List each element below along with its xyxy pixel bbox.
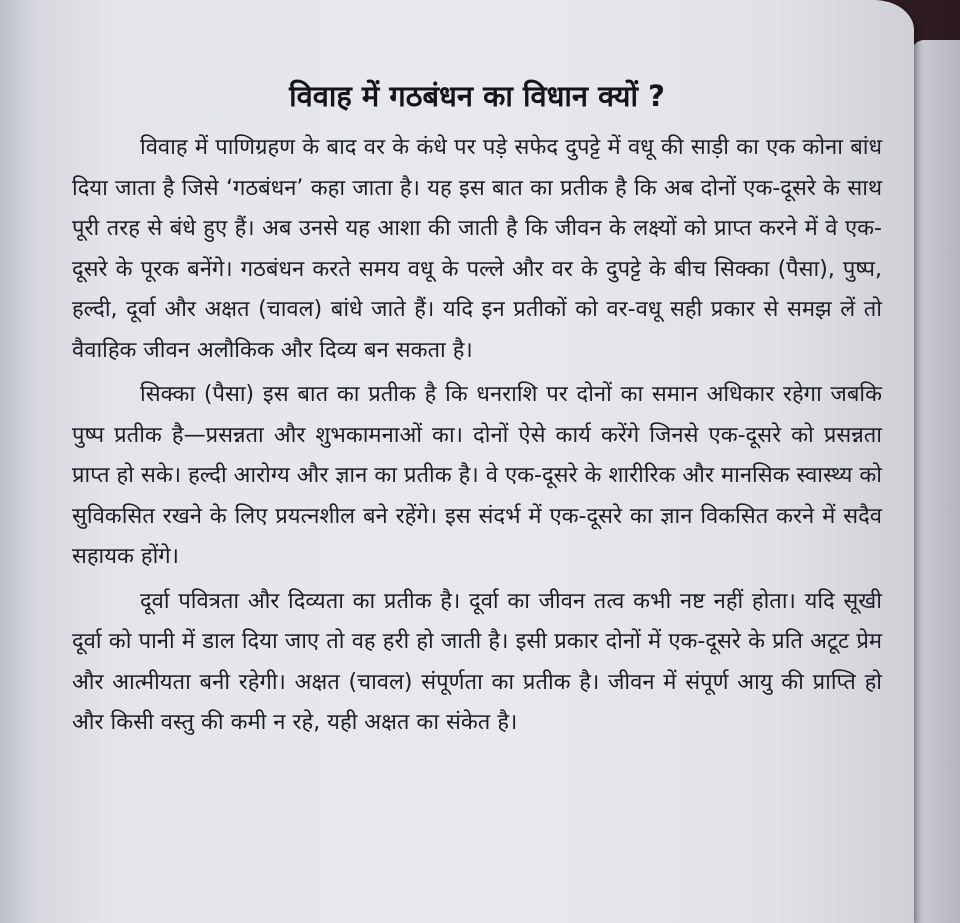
next-page-edge bbox=[906, 40, 960, 923]
page-content bbox=[72, 70, 882, 748]
page-title: विवाह में गठबंधन का विधान क्यों ? bbox=[289, 79, 665, 113]
paragraph-3: दूर्वा पवित्रता और दिव्यता का प्रतीक है। दूर्वा का जीवन तत्व कभी नष्ट नहीं होता। यदि सूखी दूर्वा को पानी में डाल दिया जाए तो वह हरी हो जाती है। इसी प्रकार दोनों में एक-दूसरे के प्रति अटूट प्रेम और आत्मीयता बनी रहेगी। अक्षत (चावल) संपूर्णता का प्रतीक है। जीवन में संपूर्ण आयु की प्राप्ति हो और किसी वस्तु की कमी न रहे, यही अक्षत का संकेत है। bbox=[72, 588, 882, 735]
paragraph-2: सिक्का (पैसा) इस बात का प्रतीक है कि धनराशि पर दोनों का समान अधिकार रहेगा जबकि पुष्प प्रतीक है—प्रसन्नता और शुभकामनाओं का। दोनों ऐसे कार्य करेंगे जिनसे एक-दूसरे को प्रसन्नता प्राप्त हो सके। हल्दी आरोग्य और ज्ञान का प्रतीक है। वे एक-दूसरे के शारीरिक और मानसिक स्वास्थ्य को सुविकसित रखने के लिए प्रयत्नशील बने रहेंगे। इस संदर्भ में एक-दूसरे का ज्ञान विकसित करने में सदैव सहायक होंगे। bbox=[72, 382, 882, 569]
paragraph-1: विवाह में पाणिग्रहण के बाद वर के कंधे पर पड़े सफेद दुपट्टे में वधू की साड़ी का एक कोना बांध दिया जाता है जिसे ‘गठबंधन’ कहा जाता है। यह इस बात का प्रतीक है कि अब दोनों एक-दूसरे के साथ पूरी तरह से बंधे हुए हैं। अब उनसे यह आशा की जाती है कि जीवन के लक्ष्यों को प्राप्त करने में वे एक-दूसरे के पूरक बनेंगे। गठबंधन करते समय वधू के पल्ले और वर के दुपट्टे के बीच सिक्का (पैसा), पुष्प, हल्दी, दूर्वा और अक्षत (चावल) बांधे जाते हैं। यदि इन प्रतीकों को वर-वधू सही प्रकार से समझ लें तो वैवाहिक जीवन अलौकिक और दिव्य बन सकता है। bbox=[72, 135, 882, 363]
